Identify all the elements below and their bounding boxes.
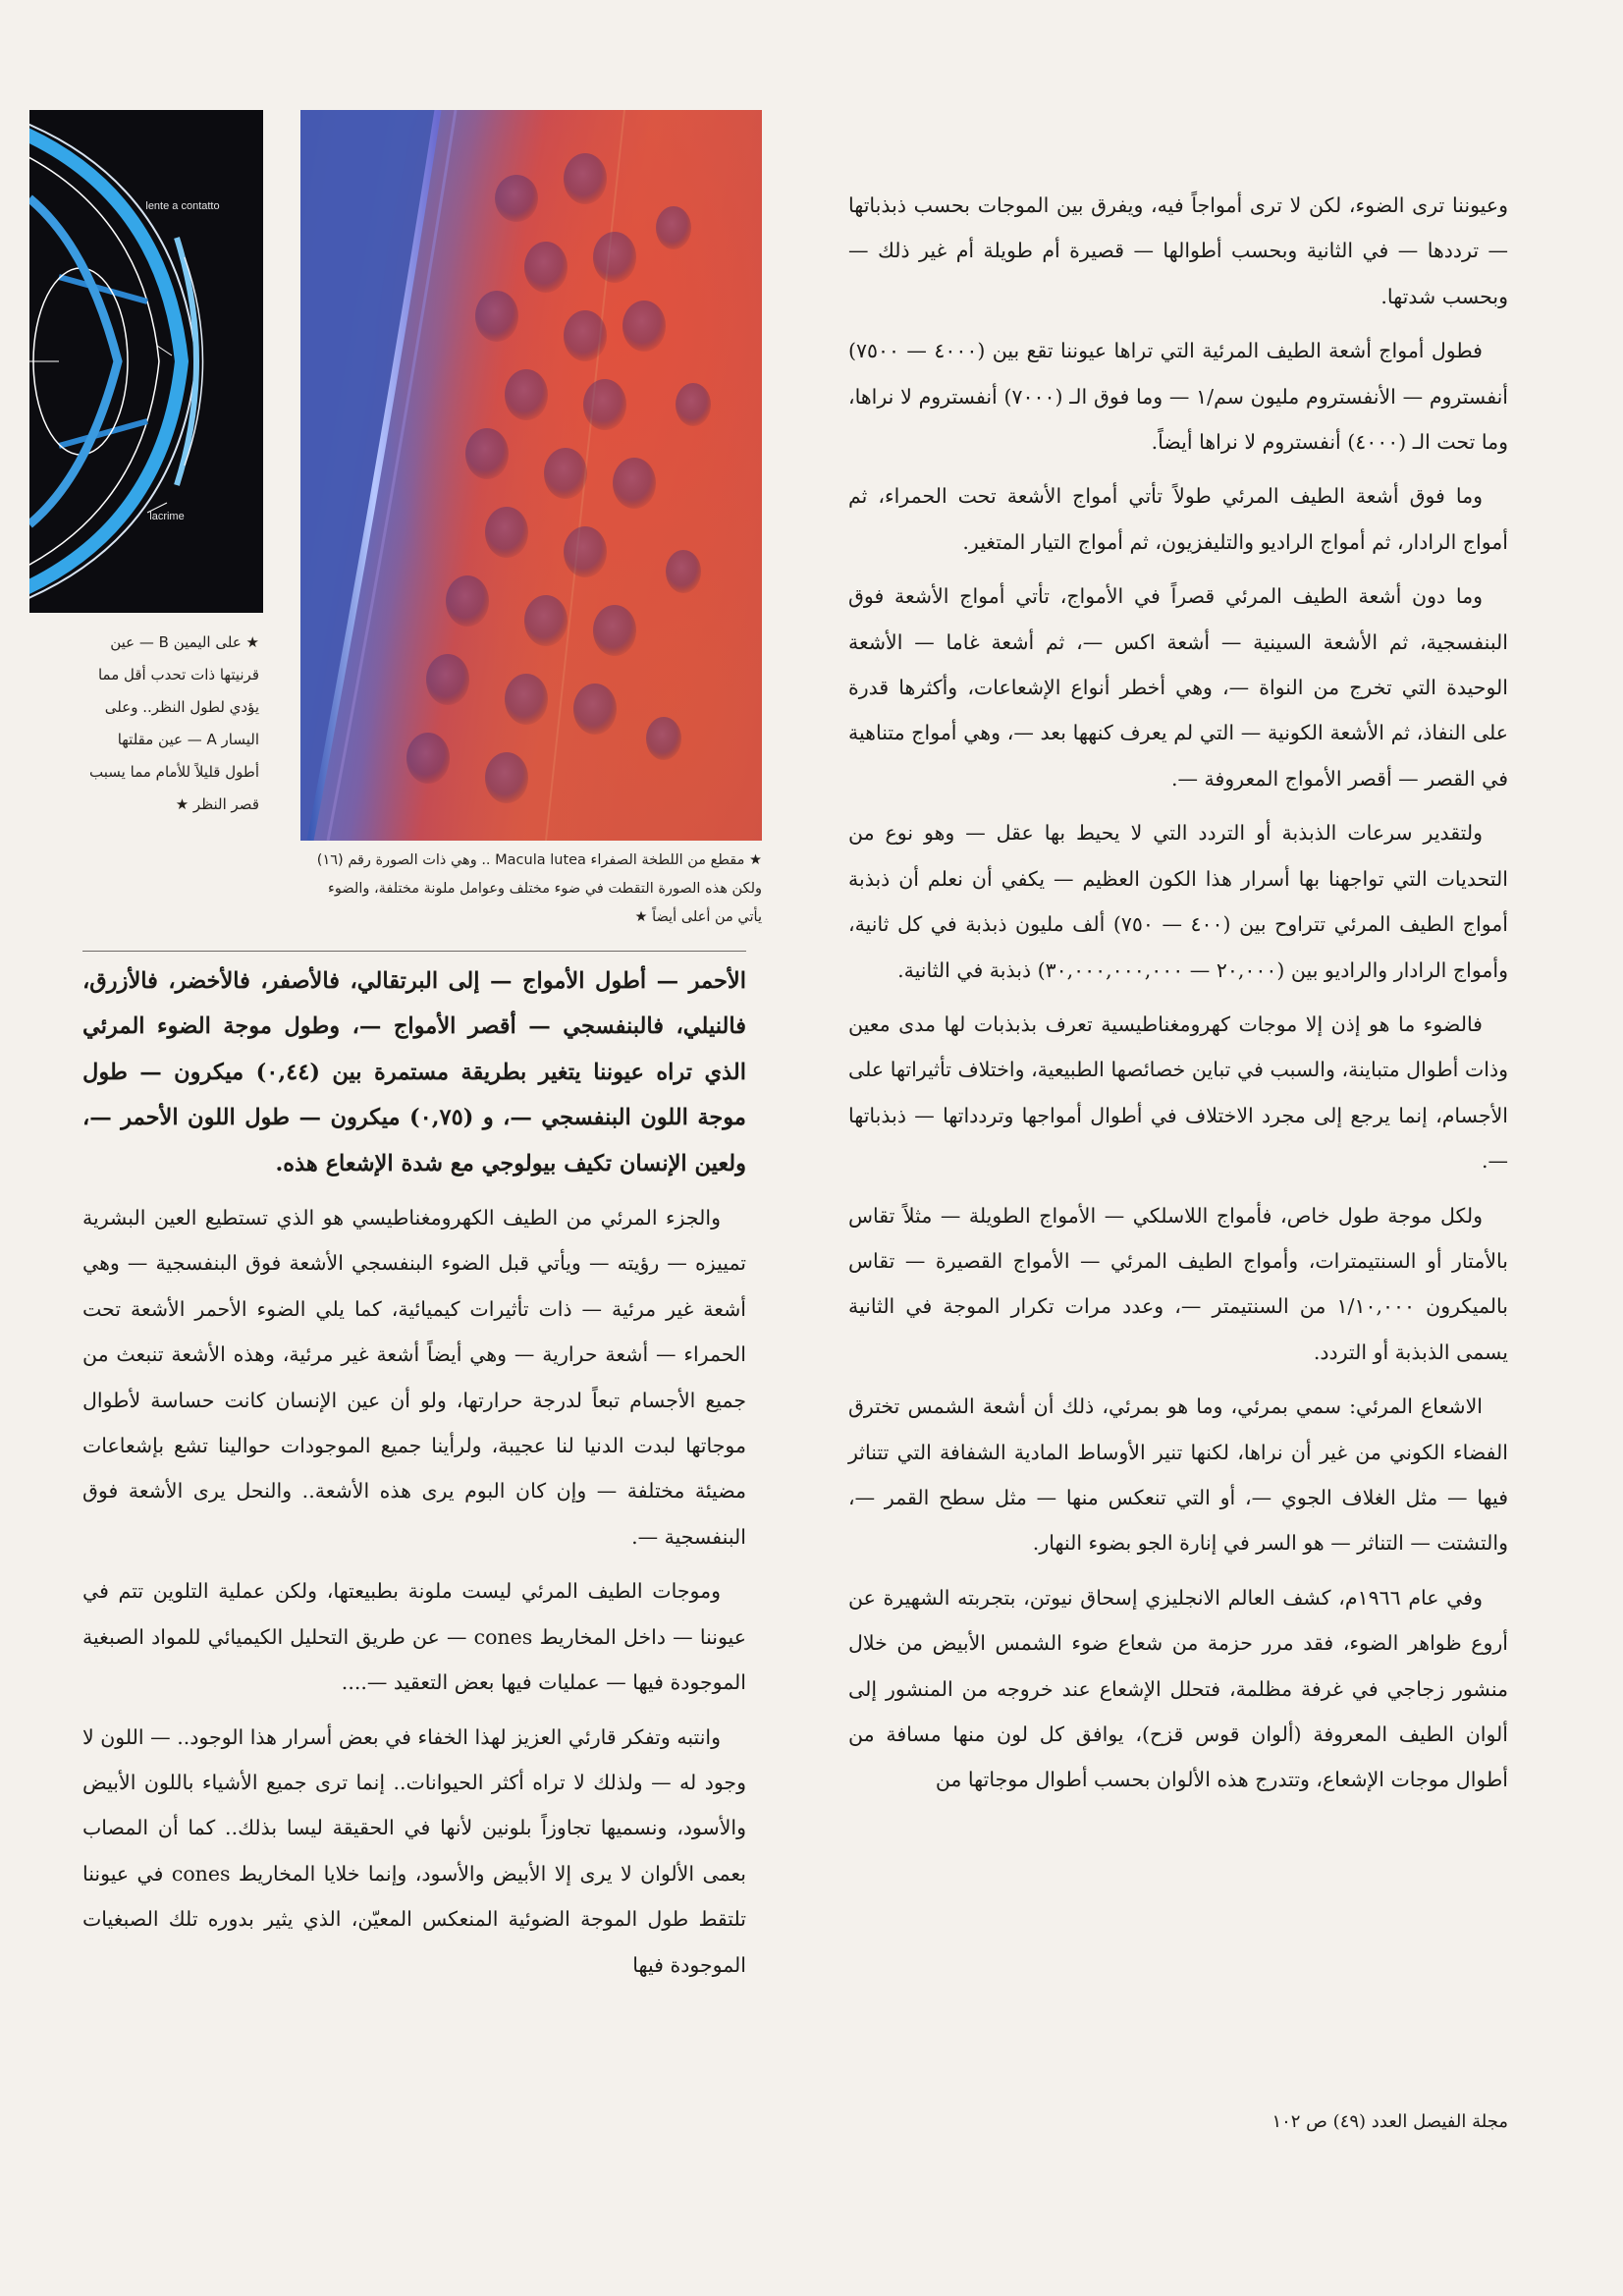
paragraph: فالضوء ما هو إذن إلا موجات كهرومغناطيسية تعرف بذبذبات لها مدى معين وذات أطوال متباينة، والسبب في تباين خصائصها الطبيعية، واختلاف تأثيراتها على الأجسام، إنما يرجع إلى مجرد الاختلاف في أطوال أمواجها وتردداتها — ذبذباتها —.: [848, 1011, 1508, 1174]
paragraph: ولتقدير سرعات الذبذبة أو التردد التي لا يحيط بها عقل — وهو نوع من التحديات التي تواجهنا بها أسرار هذا الكون العظيم — يكفي أن نعلم أن ذبذبة أمواج الطيف المرئي تتراوح بين (٤٠٠ — ٧٥٠) ألف مليون ذبذبة في كل ثانية، وأمواج الرادار والراديو بين (٢٠,٠٠٠ — ٣٠,٠٠٠,٠٠٠,٠٠٠) ذبذبة في الثانية.: [848, 821, 1508, 982]
paragraph: وفي عام ١٩٦٦م، كشف العالم الانجليزي إسحاق نيوتن، بتجربته الشهيرة عن أروع ظواهر الضوء، فقد مرر حزمة من شعاع ضوء الشمس الأبيض من خلال منشور زجاجي في غرفة مظلمة، فتحلل الإشعاع عند خروجه من المنشور إلى ألوان الطيف المعروفة (ألوان قوس قزح)، يوافق كل لون منها مسافة من أطوال موجات الإشعاع، وتتدرج هذه الألوان بحسب أطوال موجاتها من: [848, 1585, 1508, 1792]
paragraph: وانتبه وتفكر قارئي العزيز لهذا الخفاء في بعض أسرار هذا الوجود.. — اللون لا وجود له — ولذلك لا تراه أكثر الحيوانات.. إنما ترى جميع الأشياء باللون الأبيض والأسود، ونسميها تجاوزاً بلونين لأنها في الحقيقة ليسا بذلك.. كما أن المصاب بعمى الألوان لا يرى إلا الأبيض والأسود، وإنما خلايا المخاريط cones في عيوننا تلتقط طول الموجة الضوئية المنعكس المعيّن، الذي يثير بدوره تلك الصبغيات الموجودة فيها: [82, 1724, 746, 1977]
tears-label: lacrime: [149, 511, 185, 522]
eye-cross-section-icon: [29, 110, 263, 613]
paragraph: وما فوق أشعة الطيف المرئي طولاً تأتي أمواج الأشعة تحت الحمراء، ثم أمواج الرادار، ثم أمواج الراديو والتليفزيون، ثم أمواج التيار المتغير.: [848, 484, 1508, 554]
eye-diagram-image: [29, 110, 263, 613]
lens-label: lente a contatto: [145, 200, 220, 212]
paragraph: فطول أمواج أشعة الطيف المرئية التي تراها عيوننا تقع بين (٤٠٠٠ — ٧٥٠٠) أنفستروم — الأنفستروم مليون سم/١ — وما فوق الـ (٧٠٠٠) أنفستروم لا نراها، وما تحت الـ (٤٠٠٠) أنفستروم لا نراها أيضاً.: [848, 339, 1508, 455]
left-column: [82, 958, 746, 1996]
paragraph: والجزء المرئي من الطيف الكهرومغناطيسي هو الذي تستطيع العين البشرية تمييزه — رؤيته — ويأتي قبل الضوء البنفسجي الأشعة فوق البنفسجية — وهي أشعة غير مرئية — ذات تأثيرات كيميائية، كما يلي الضوء الأحمر الأشعة تحت الحمراء — أشعة حرارية — وهي أيضاً أشعة غير مرئية، وهذه الأشعة تنبعث من جميع الأجسام تبعاً لدرجة حرارتها، ولو أن عين الإنسان كانت حساسة لأطوال موجاتها لبدت الدنيا لنا عجيبة، ولرأينا جميع الموجودات حوالينا تشع بإشعاعات مضيئة مختلفة — وإن كان البوم يرى هذه الأشعة.. والنحل يرى الأشعة فوق البنفسجية —.: [82, 1206, 746, 1549]
retina-cells-texture: [300, 110, 762, 841]
column-divider: [82, 951, 746, 952]
eye-diagram-caption: ★ على اليمين B — عين قرنيتها ذات تحدب أقل مما يؤدي لطول النظر.. وعلى اليسار A — عين مقلتها أطول قليلاً للأمام مما يسبب قصر النظر ★: [89, 633, 259, 813]
paragraph: الأحمر — أطول الأمواج — إلى البرتقالي، فالأصفر، فالأخضر، فالأزرق، فالنيلي، فالبنفسجي — أقصر الأمواج —، وطول موجة الضوء المرئي الذي تراه عيوننا يتغير بطريقة مستمرة بين (٠,٤٤) ميكرون — طول موجة اللون البنفسجي —، و (٠,٧٥) ميكرون — طول اللون الأحمر —، ولعين الإنسان تكيف بيولوجي مع شدة الإشعاع هذه.: [82, 968, 746, 1176]
macula-caption: ★ مقطع من اللطخة الصفراء Macula lutea .. وهي ذات الصورة رقم (١٦) ولكن هذه الصورة التقطت في ضوء مختلف وعوامل ملونة مختلفة، والضوء يأتي من أعلى أيضاً ★: [316, 852, 762, 925]
right-column: [848, 183, 1508, 1812]
paragraph: الاشعاع المرئي: سمي بمرئي، وما هو بمرئي، ذلك أن أشعة الشمس تخترق الفضاء الكوني من غير أن نراها، لكنها تنير الأوساط المادية الشفافة التي تتناثر فيها — مثل الغلاف الجوي —، أو التي تنعكس منها — مثل سطح القمر —، والتشتت — التناثر — هو السر في إنارة الجو بضوء النهار.: [848, 1394, 1508, 1556]
paragraph: وما دون أشعة الطيف المرئي قصراً في الأمواج، تأتي أمواج الأشعة فوق البنفسجية، ثم الأشعة السينية — أشعة اكس —، ثم أشعة غاما — الأشعة الوحيدة التي تخرج من النواة —، وهي أخطر أنواع الإشعاعات، وأكثرها قدرة على النفاذ، ثم الأشعة الكونية — التي لم يعرف كنهها بعد —، وهي أمواج متناهية في القصر — أقصر الأمواج المعروفة —.: [848, 584, 1508, 791]
page-footer: مجلة الفيصل العدد (٤٩) ص ١٠٢: [1271, 2111, 1508, 2132]
paragraph: ولكل موجة طول خاص، فأمواج اللاسلكي — الأمواج الطويلة — مثلاً تقاس بالأمتار أو السنتيمترات، وأمواج الطيف المرئي — الأمواج القصيرة — تقاس بالميكرون ١/١٠,٠٠٠ من السنتيمتر —، وعدد مرات تكرار الموجة في الثانية يسمى الذبذبة أو التردد.: [848, 1203, 1508, 1364]
paragraph: وموجات الطيف المرئي ليست ملونة بطبيعتها، ولكن عملية التلوين تتم في عيوننا — داخل المخاريط cones — عن طريق التحليل الكيميائي للمواد الصبغية الموجودة فيها — عمليات فيها بعض التعقيد —....: [82, 1579, 746, 1695]
paragraph: وعيوننا ترى الضوء، لكن لا ترى أمواجاً فيه، ويفرق بين الموجات بحسب ذبذباتها — ترددها — في الثانية وبحسب أطوالها — قصيرة أم طويلة أم غير ذلك — وبحسب شدتها.: [848, 193, 1508, 308]
macula-lutea-image: [300, 110, 762, 841]
